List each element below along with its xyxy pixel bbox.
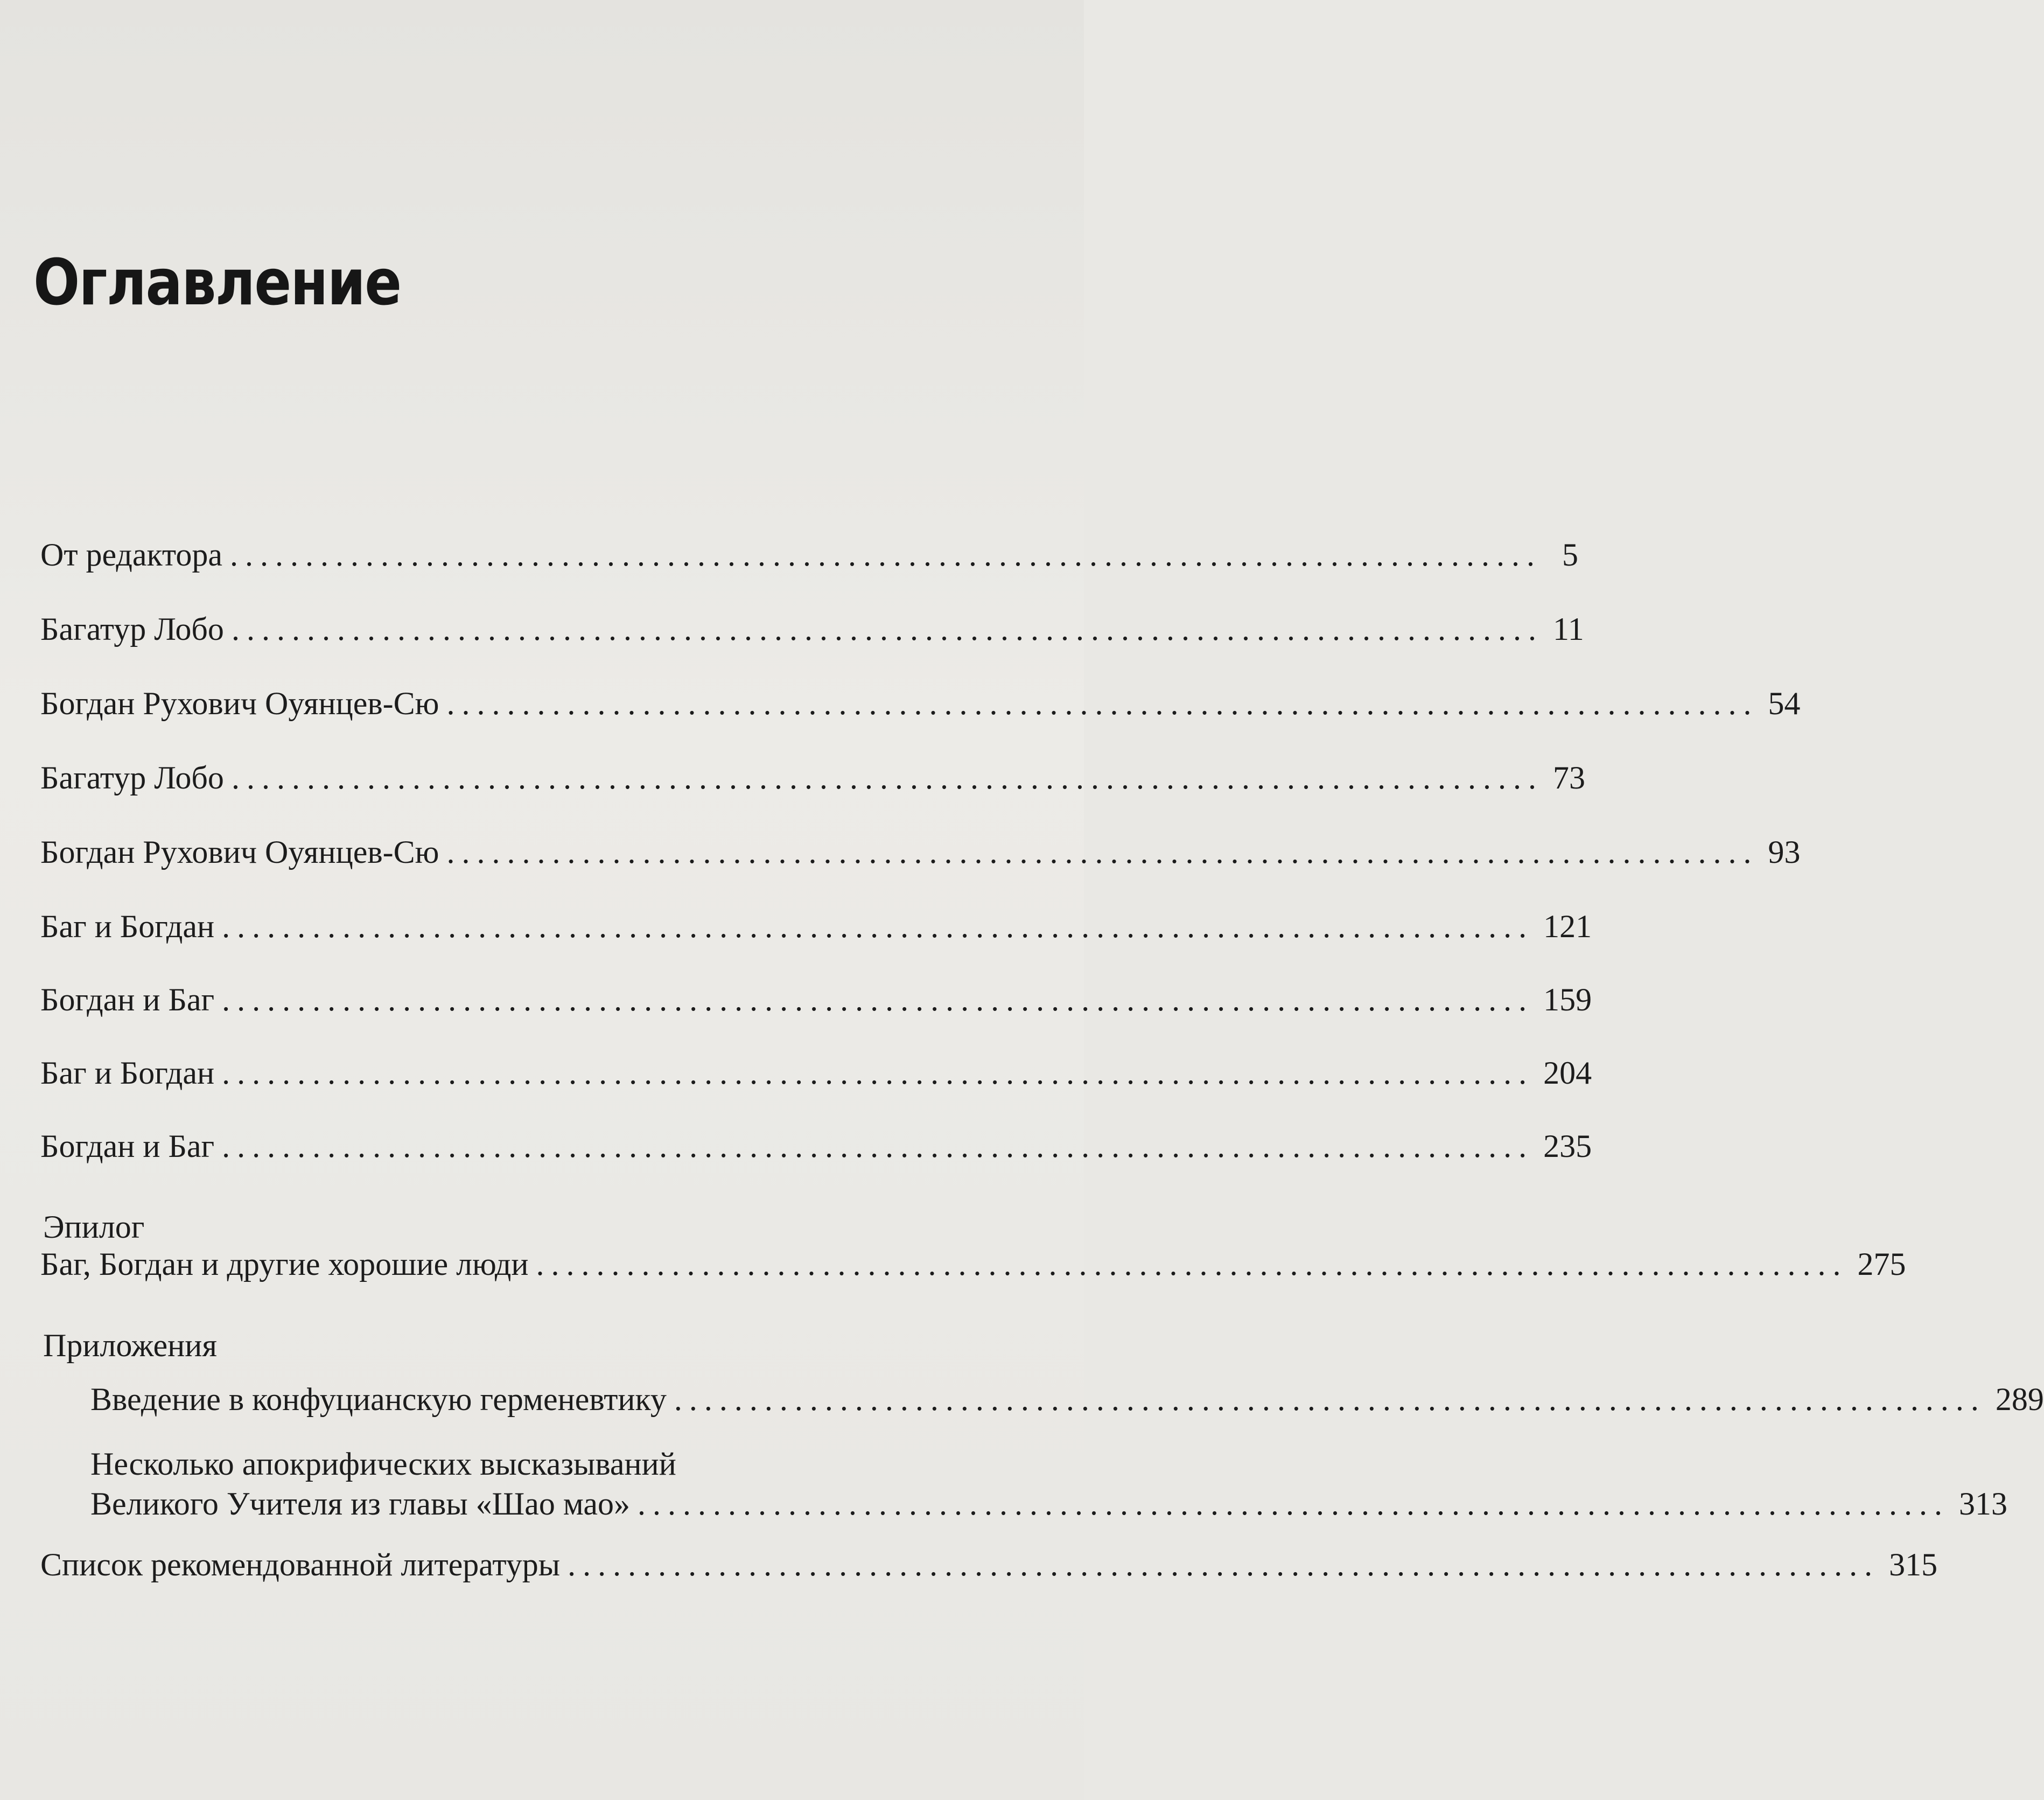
toc-entry-title: Богдан и Баг [40,1128,215,1164]
toc-entry-title: Богдан Рухович Оуянцев-Сю [40,686,439,721]
toc-entry-appendix [90,1382,2044,1417]
toc-entry [40,537,1578,573]
toc-entry-page: 5 [1562,537,1578,573]
page-title: Оглавление [33,245,401,319]
toc-entry [40,686,1801,721]
toc-entry-title: Баг, Богдан и другие хорошие люди [40,1246,529,1282]
dot-leader: ....................................................................................... [231,611,1543,647]
toc-entry-title-line1: Несколько апокрифических высказываний [90,1446,676,1482]
toc-entry-page: 121 [1543,909,1592,944]
dot-leader: ....................................................................................... [536,1246,1848,1282]
toc-entry-title: Баг и Богдан [40,1055,215,1091]
toc-entry [40,611,1584,647]
toc-entry-title: Баг и Богдан [40,909,215,944]
dot-leader: ....................................................................................... [231,760,1543,796]
toc-entry-title: Богдан и Баг [40,982,215,1017]
toc-entry [40,1055,1592,1091]
toc-entry-title: Багатур Лобо [40,760,224,796]
dot-leader: ....................................................................................... [674,1382,1986,1417]
toc-entry-page: 159 [1543,982,1592,1017]
toc-entry-page: 93 [1768,834,1801,870]
toc-entry-title: Введение в конфуцианскую герменевтику [90,1382,667,1417]
toc-entry-appendix [90,1486,2008,1522]
toc-entry-page: 235 [1543,1128,1592,1164]
toc-entry-bibliography [40,1547,1938,1582]
toc-entry [40,760,1585,796]
toc-entry-page: 289 [1995,1382,2044,1417]
toc-entry-title: Великого Учителя из главы «Шао мао» [90,1486,631,1522]
toc-entry-page: 54 [1768,686,1801,721]
toc-entry-title: Багатур Лобо [40,611,224,647]
toc-entry [40,909,1592,944]
dot-leader: ....................................................................................... [638,1486,1950,1522]
dot-leader: ....................................................................................... [222,982,1534,1017]
appendices-label: Приложения [43,1328,217,1363]
toc-entry-page: 275 [1857,1246,1906,1282]
dot-leader: ....................................................................................... [222,909,1534,944]
dot-leader: ....................................................................................... [446,686,1759,721]
toc-entry [40,834,1801,870]
dot-leader: ....................................................................................... [568,1547,1880,1582]
dot-leader: ....................................................................................... [446,834,1759,870]
toc-entry [40,982,1592,1017]
toc-entry-page: 313 [1959,1486,2008,1522]
toc-entry-title: Список рекомендованной литературы [40,1547,561,1582]
dot-leader: ....................................................................................... [222,1055,1534,1091]
toc-entry-page: 11 [1552,611,1584,647]
toc-entry-page: 315 [1889,1547,1938,1582]
toc-entry-epilogue [40,1246,1906,1282]
toc-entry-page: 73 [1552,760,1585,796]
toc-entry-page: 204 [1543,1055,1592,1091]
dot-leader: ....................................................................................... [229,537,1542,573]
toc-entry-title: Богдан Рухович Оуянцев-Сю [40,834,439,870]
dot-leader: ....................................................................................... [222,1128,1534,1164]
epilogue-label: Эпилог [43,1209,145,1245]
toc-entry-title: От редактора [40,537,222,573]
toc-entry [40,1128,1592,1164]
